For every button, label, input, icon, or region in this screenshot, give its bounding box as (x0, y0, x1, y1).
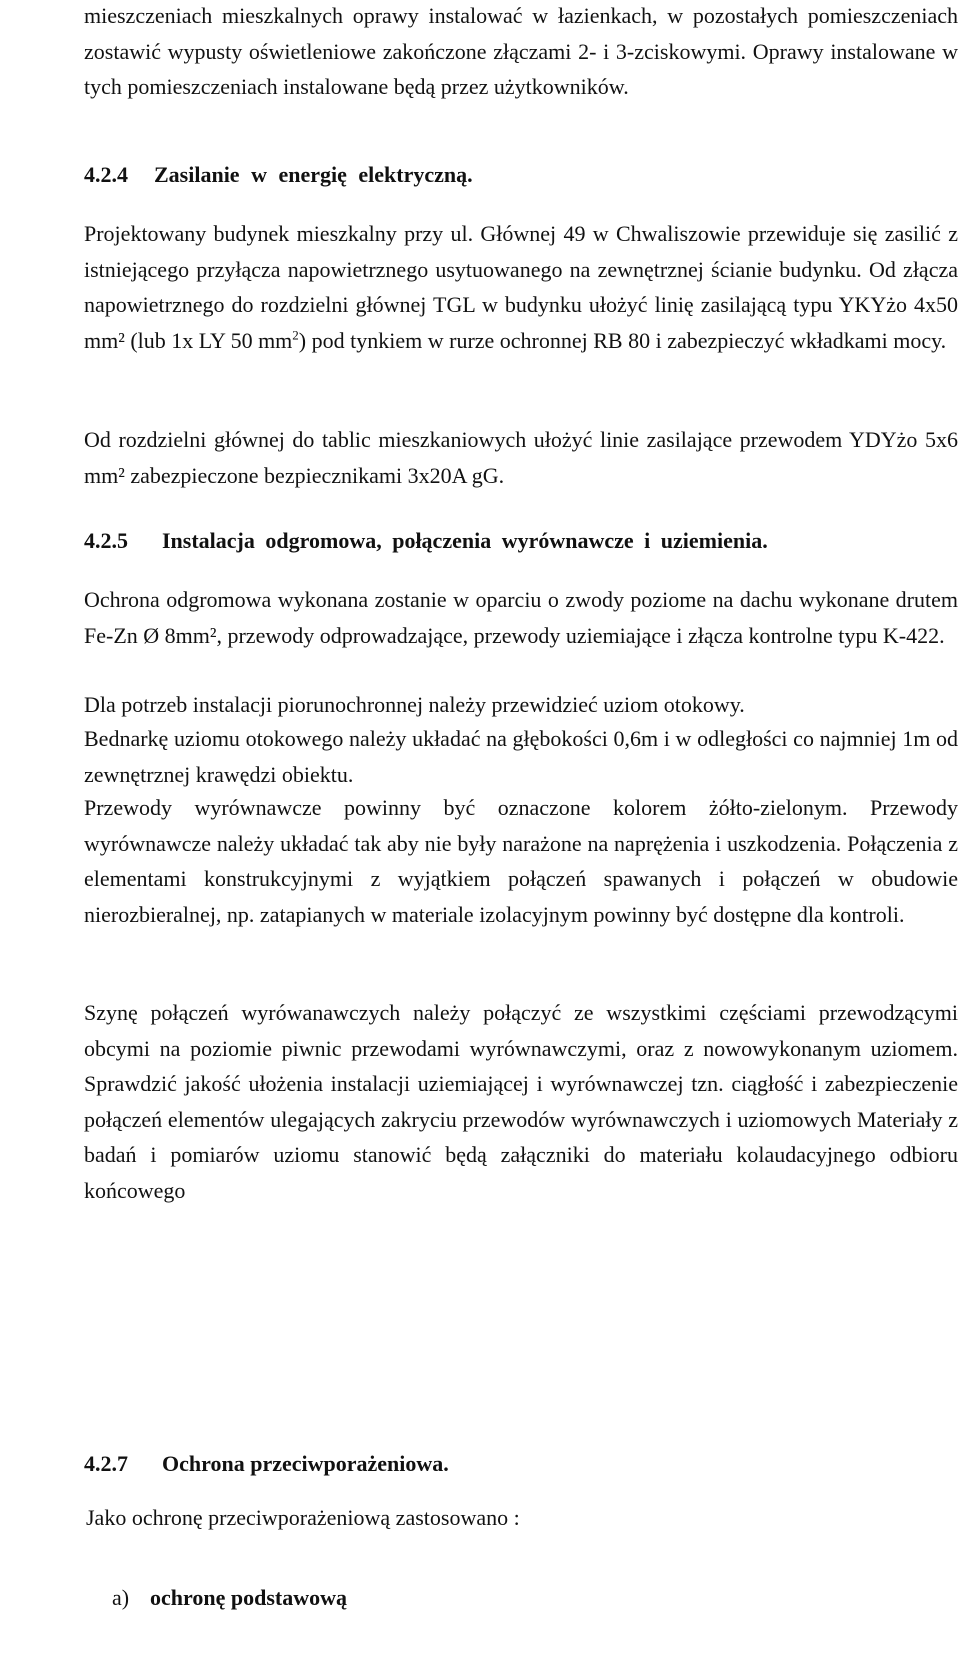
section-425-paragraph-2: Dla potrzeb instalacji piorunochronnej należy przewidzieć uziom otokowy. (84, 692, 745, 717)
superscript-2: 2 (292, 327, 299, 343)
list-item-a-marker: a) (112, 1585, 130, 1610)
section-427-title: Ochrona przeciwporażeniowa. (162, 1451, 449, 1476)
section-425-number: 4.2.5 (84, 528, 128, 553)
section-425-paragraph-4: Przewody wyrównawcze powinny być oznaczone kolorem żółto-zielonym. Przewody wyrównawcze należy układać tak aby nie były narażone na naprężenia i uszkodzenia. Połączenia z elementami konstrukcyjnymi z wyjątkiem połączeń spawanych i połączeń w obudowie nierozbieralnej, np. zatapianych w materiale izolacyjnym powinny być dostępne dla kontroli. (84, 795, 958, 927)
section-425-paragraph-1: Ochrona odgromowa wykonana zostanie w oparciu o zwody poziome na dachu wykonane drutem Fe-Zn Ø 8mm², przewody odprowadzające, przewody uziemiające i złącza kontrolne typu K-422. (84, 587, 958, 648)
section-424-paragraph-2: Od rozdzielni głównej do tablic mieszkaniowych ułożyć linie zasilające przewodem YDYżo 5x6 mm² zabezpieczone bezpiecznikami 3x20A gG. (84, 427, 958, 488)
section-425-paragraph-3: Bednarkę uziomu otokowego należy układać na głębokości 0,6m i w odległości co najmniej 1m od zewnętrznej krawędzi obiektu. (84, 726, 958, 787)
section-424-paragraph-1-tail: ) pod tynkiem w rurze ochronnej RB 80 i zabezpieczyć wkładkami mocy. (298, 327, 947, 353)
intro-paragraph: mieszczeniach mieszkalnych oprawy instalować w łazienkach, w pozostałych pomieszczeniach zostawić wypusty oświetleniowe zakończone złączami 2- i 3-zciskowymi. Oprawy instalowane w tych pomieszczeniach instalowane będą przez użytkowników. (84, 3, 958, 99)
section-425-paragraph-5: Szynę połączeń wyrówanawczych należy połączyć ze wszystkimi częściami przewodzącymi obcymi na poziomie piwnic przewodami wyrównawczymi, oraz z nowowykonanym uziomem. Sprawdzić jakość ułożenia instalacji uziemiającej i wyrównawczej tzn. ciągłość i zabezpieczenie połączeń elementów ulegających zakryciu przewodów wyrównawczych i uziomowych Materiały z badań i pomiarów uziomu stanowić będą załączniki do materiału kolaudacyjnego odbioru końcowego (84, 1000, 958, 1203)
section-425-heading (84, 526, 768, 556)
section-427-intro: Jako ochronę przeciwporażeniową zastosowano : (86, 1505, 520, 1530)
section-424-paragraph-1 (84, 216, 958, 358)
section-424-title: Zasilanie w energię elektryczną. (154, 162, 473, 187)
section-427-heading (84, 1449, 449, 1479)
section-424-heading (84, 160, 473, 190)
section-424-paragraph-1-text: Projektowany budynek mieszkalny przy ul. Głównej 49 w Chwaliszowie przewiduje się zasilić z istniejącego przyłącza napowietrznego usytuowanego na zewnętrznej ścianie budynku. Od złącza napowietrznego do rozdzielni głównej TGL w budynku ułożyć linię zasilającą typu YKYżo 4x50 mm² (lub 1x LY 50 mm (84, 221, 958, 353)
list-item-a (112, 1583, 347, 1613)
section-424-number: 4.2.4 (84, 162, 128, 187)
section-427-number: 4.2.7 (84, 1451, 128, 1476)
list-item-a-label: ochronę podstawową (150, 1585, 348, 1610)
section-425-title: Instalacja odgromowa, połączenia wyrównawcze i uziemienia. (162, 528, 768, 553)
